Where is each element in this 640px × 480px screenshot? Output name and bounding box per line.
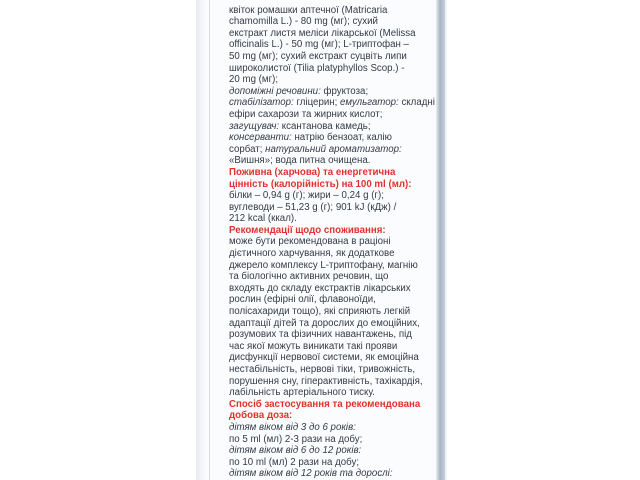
usage-age-group [229, 445, 434, 457]
flavour-line [229, 144, 434, 156]
recommendations-line: нестабільність, нервові тіки, тривожність, [229, 364, 416, 375]
flavour-continuation: «Вишня»; вода питна очищена. [229, 155, 371, 167]
usage-heading: Спосіб застосування та рекомендована [229, 398, 421, 410]
composition-line: широколистої (Tilia platyphyllos Scop.) - [229, 62, 405, 74]
preservatives-text: натрію бензоат, калію [291, 132, 392, 144]
excipients-line [229, 86, 434, 98]
stabilizer-label: стабілізатор: [229, 97, 294, 109]
recommendations-line: рослин (ефірні олії, флавоноїди, [229, 294, 376, 306]
recommendations-line: лабільність артеріального тиску. [229, 387, 375, 399]
box-right-stripe [436, 0, 445, 480]
emulsifier-continuation: ефіри сахарози та жирних кислот; [229, 108, 383, 120]
excipients-text: фруктоза; [320, 85, 369, 97]
stabilizer-line [229, 97, 434, 109]
nutrition-heading-cont: цінність (калорійність) на 100 ml (мл): [229, 178, 412, 190]
thickener-text: ксантанова камедь; [279, 120, 371, 132]
composition-line: chamomilla L.) - 80 mg (мг); сухий [229, 16, 378, 28]
usage-age-group [229, 422, 434, 434]
box-right-side [445, 0, 447, 480]
composition-line: екстракт листя меліси лікарської (Melissa [229, 27, 416, 39]
usage-age-label: дітям віком від 6 до 12 років: [229, 445, 362, 457]
usage-dose: по 5 ml (мл) 2-3 рази на добу; [229, 433, 363, 445]
product-label-text [229, 0, 434, 480]
flavour-label: натуральний ароматизатор: [265, 143, 402, 155]
recommendations-line: дисфункції нервової системи, як емоційна [229, 352, 419, 364]
excipients-label: допоміжні речовини: [229, 85, 321, 97]
preservatives-label: консерванти: [229, 132, 292, 144]
recommendations-line: входять до складу екстрактів лікарських [229, 282, 411, 294]
usage-age-group [229, 468, 434, 480]
recommendations-heading: Рекомендації щодо споживання: [229, 224, 386, 236]
preservatives-line [229, 132, 434, 144]
recommendations-line: розумових та фізичних навантажень, під [229, 329, 412, 341]
thickener-label: загущувач: [229, 120, 280, 132]
nutrition-heading: Поживна (харчова) та енергетична [229, 166, 396, 178]
nutrition-line: білки – 0,94 g (г); жири – 0,24 g (г); [229, 190, 384, 202]
recommendations-line: порушення сну, гіперактивність, тахікардія, [229, 375, 423, 387]
stabilizer-text: гліцерин; [293, 97, 341, 109]
nutrition-line: вуглеводи – 51,23 g (г); 901 kJ (кДж) / [229, 201, 397, 213]
recommendations-line: адаптації дітей та дорослих до емоційних, [229, 317, 420, 329]
emulsifier-text: складні [398, 97, 435, 109]
composition-line: officinalis L.) - 50 mg (мг); L-триптофан – [229, 39, 409, 51]
composition-line: 20 mg (мг); [229, 74, 279, 86]
preservatives-continuation: сорбат; [229, 143, 266, 155]
nutrition-line: 212 kcal (ккал). [229, 213, 297, 225]
recommendations-line: та біологічно активних речовин, що [229, 271, 389, 283]
composition-line: 50 mg (мг); сухий екстракт суцвіть липи [229, 50, 407, 62]
emulsifier-label: емульгатор: [340, 97, 399, 109]
usage-age-label: дітям віком від 3 до 6 років: [229, 421, 356, 433]
recommendations-line: джерело комплексу L-триптофану, магнію [229, 259, 418, 271]
recommendations-line: може бути рекомендована в раціоні [229, 236, 391, 248]
usage-age-label: дітям віком від 12 років та дорослі: [229, 468, 393, 480]
usage-dose: по 10 ml (мл) 2 рази на добу; [229, 456, 360, 468]
composition-line: квіток ромашки аптечної (Matricaria [229, 4, 388, 16]
recommendations-line: полісахариди тощо), які сприяють легкій [229, 306, 411, 318]
recommendations-line: час якої можуть виникати такі прояви [229, 340, 398, 352]
recommendations-line: дієтичного харчування, як додаткове [229, 248, 395, 260]
thickener-line [229, 121, 434, 133]
box-left-edge [196, 0, 210, 480]
usage-heading-cont: добова доза: [229, 410, 293, 422]
